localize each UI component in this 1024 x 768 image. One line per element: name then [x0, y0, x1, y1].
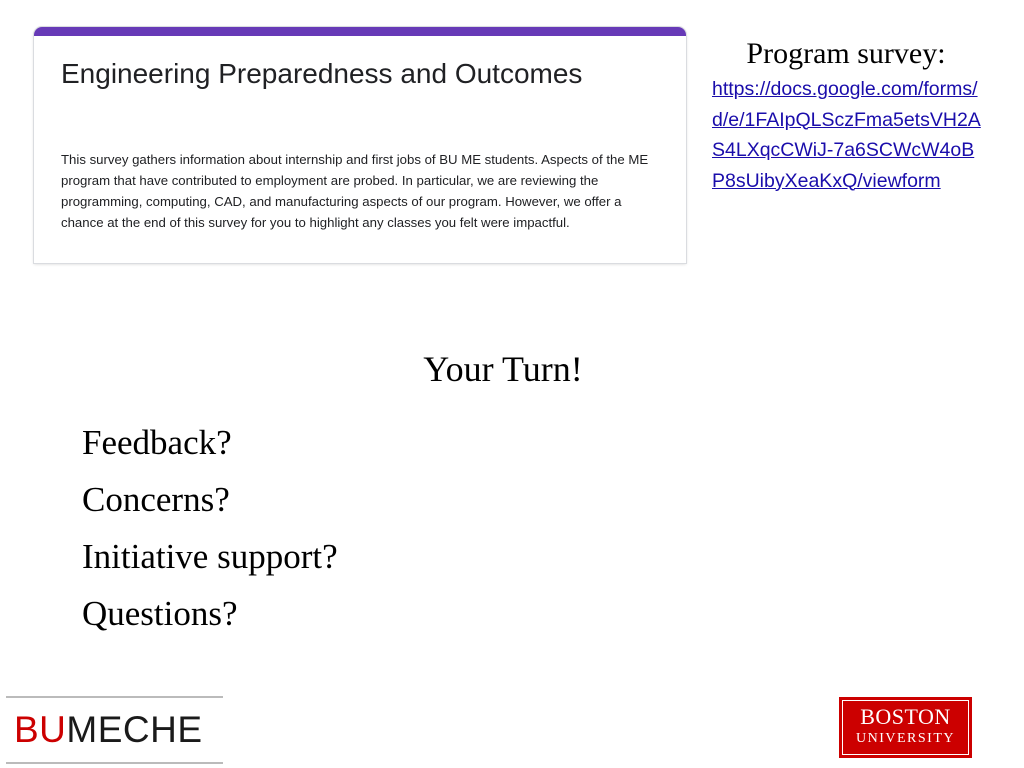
- bu-logo-boston: BOSTON: [860, 704, 951, 729]
- bumeche-logo: [6, 696, 223, 764]
- boston-university-logo: [839, 697, 972, 758]
- prompt-list: [82, 414, 338, 642]
- form-accent-bar: [34, 27, 686, 36]
- form-screenshot: [34, 27, 686, 263]
- survey-label: Program survey:: [746, 37, 946, 70]
- form-title: Engineering Preparedness and Outcomes: [61, 58, 583, 89]
- bu-logo-frame: [842, 700, 969, 755]
- survey-link[interactable]: https://docs.google.com/forms/d/e/1FAIpQLSczFma5etsVH2AS4LXqcCWiJ-7a6SCWcW4oBP8sUibyXeaKxQ/viewform: [712, 78, 981, 192]
- prompt-initiative-support: Initiative support?: [82, 537, 338, 576]
- prompt-questions: Questions?: [82, 594, 238, 633]
- bu-logo-university: UNIVERSITY: [856, 731, 955, 746]
- bumeche-bu: BU: [14, 709, 67, 750]
- prompt-concerns: Concerns?: [82, 480, 230, 519]
- your-turn-heading: Your Turn!: [423, 349, 583, 389]
- bumeche-wordmark: [14, 708, 203, 752]
- bumeche-meche: MECHE: [66, 709, 203, 750]
- form-description: This survey gathers information about internship and first jobs of BU ME students. Aspects of the ME program that have contributed to employment are probed. In particular, we are reviewing the programming, computing, CAD, and manufacturing aspects of our program. However, we offer a chance at the end of this survey for you to highlight any classes you felt were impactful.: [61, 152, 649, 230]
- prompt-feedback: Feedback?: [82, 423, 232, 462]
